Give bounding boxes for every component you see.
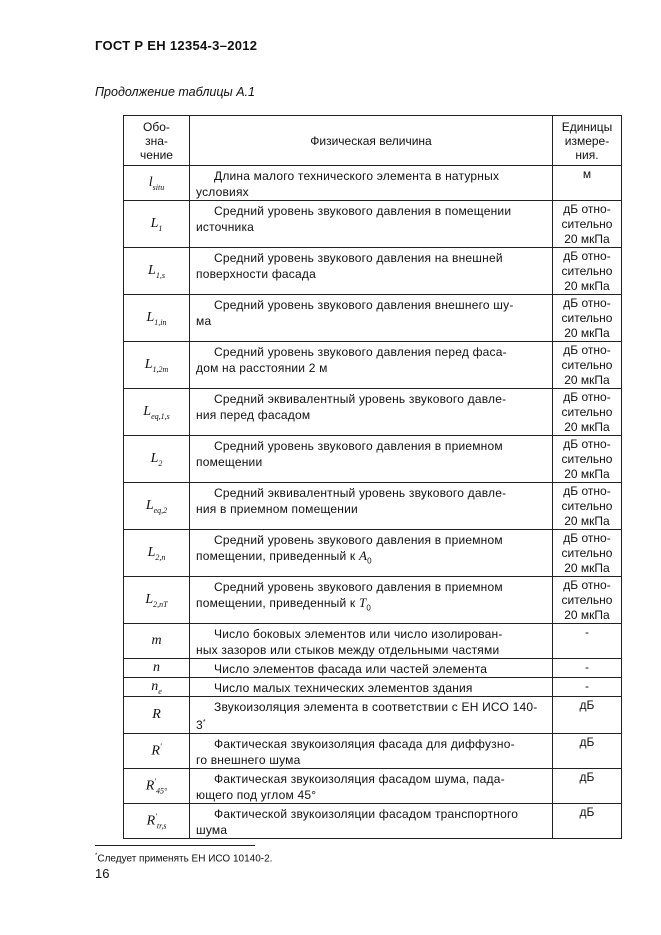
symbol-main: L — [147, 544, 156, 560]
symbol-cell — [124, 678, 190, 697]
table-row — [124, 678, 622, 697]
symbol-main: l — [148, 174, 153, 190]
quantity-text: Длина малого технического элемента в натурных условиях — [196, 169, 500, 199]
symbol-prime: ′ — [159, 742, 162, 752]
header-symbol: Обо- зна- чение — [124, 116, 190, 166]
table-row — [124, 804, 622, 839]
table-row — [124, 248, 622, 295]
table-row — [124, 201, 622, 248]
quantity-text: Число элементов фасада или частей элемента — [214, 662, 488, 676]
quantity-cell — [190, 659, 553, 678]
footnote-marker: * — [95, 853, 98, 859]
symbol-subscript: 2 — [158, 458, 163, 468]
symbol-subscript: 1,2m — [152, 364, 169, 374]
quantity-text: Фактической звукоизоляции фасадом транспортного шума — [196, 807, 519, 837]
symbol-cell — [124, 483, 190, 530]
symbol-subscript: eq,2 — [153, 505, 168, 515]
table-row — [124, 659, 622, 678]
page-number: 16 — [95, 866, 110, 881]
quantity-cell — [190, 624, 553, 659]
quantity-cell — [190, 436, 553, 483]
unit-cell: дБ отно- сительно 20 мкПа — [553, 483, 622, 530]
footnote-text: Следует применять ЕН ИСО 10140-2. — [97, 853, 273, 865]
symbol-main: R — [151, 743, 160, 759]
symbol-subscript: 1,s — [155, 270, 165, 280]
unit-cell: дБ — [553, 697, 622, 734]
quantity-cell — [190, 295, 553, 342]
symbol-main: n — [151, 678, 159, 694]
symbol-cell — [124, 248, 190, 295]
symbol-subscript: 2,n — [155, 552, 166, 562]
table-row — [124, 295, 622, 342]
quantity-cell — [190, 678, 553, 697]
symbol-main: R — [145, 778, 155, 794]
symbol-cell — [124, 804, 190, 839]
symbol-main: m — [151, 633, 162, 648]
unit-cell: - — [553, 624, 622, 659]
footnote-rule — [95, 845, 255, 846]
unit-cell: дБ отно- сительно 20 мкПа — [553, 530, 622, 577]
quantity-text: Средний уровень звукового давления в помещении источника — [196, 204, 512, 234]
symbol-cell — [124, 201, 190, 248]
symbol-main: L — [146, 309, 155, 325]
quantity-text: Средний уровень звукового давления в приемном помещении, приведенный к — [196, 533, 503, 563]
symbol-main: L — [145, 591, 154, 607]
quantity-cell — [190, 530, 553, 577]
quantity-cell — [190, 166, 553, 201]
quantity-cell — [190, 577, 553, 624]
unit-cell: дБ — [553, 734, 622, 769]
symbol-subscript: e — [158, 686, 162, 696]
header-quantity: Физическая величина — [190, 116, 553, 166]
symbol-cell — [124, 624, 190, 659]
symbol-cell — [124, 734, 190, 769]
table-row — [124, 483, 622, 530]
unit-cell: дБ отно- сительно 20 мкПа — [553, 436, 622, 483]
table-row — [124, 734, 622, 769]
symbol-main: L — [150, 215, 159, 231]
symbol-prime: ′ — [155, 811, 157, 821]
symbol-subscript: situ — [152, 182, 165, 192]
quantity-cell — [190, 769, 553, 804]
symbol-subscript: eq,1,s — [151, 411, 170, 421]
symbol-main: n — [153, 660, 160, 675]
unit-cell: дБ отно- сительно 20 мкПа — [553, 201, 622, 248]
symbol-subscript: tr,s — [156, 821, 167, 831]
unit-cell: дБ отно- сительно 20 мкПа — [553, 295, 622, 342]
table-header-row — [124, 116, 622, 166]
symbol-cell — [124, 342, 190, 389]
unit-cell: дБ отно- сительно 20 мкПа — [553, 389, 622, 436]
symbol-cell — [124, 166, 190, 201]
table-row — [124, 436, 622, 483]
symbol-main: L — [143, 403, 152, 419]
table-row — [124, 577, 622, 624]
table-row — [124, 166, 622, 201]
quantity-text: Средний уровень звукового давления перед фаса- дом на расстоянии 2 м — [196, 345, 507, 375]
table-row — [124, 389, 622, 436]
table-row — [124, 769, 622, 804]
quantity-cell — [190, 248, 553, 295]
header-unit: Единицы измере- ния. — [553, 116, 622, 166]
quantity-cell — [190, 734, 553, 769]
inline-symbol-subscript: 0 — [366, 603, 372, 613]
quantity-text: Число боковых элементов или число изолирован- ных зазоров или стыков между отдельными частями — [196, 627, 503, 657]
quantity-text: Фактическая звукоизоляция фасада для диффузно- го внешнего шума — [196, 737, 515, 767]
quantity-cell — [190, 389, 553, 436]
symbol-main: R — [146, 813, 156, 829]
quantity-text: Фактическая звукоизоляция фасадом шума, пада- ющего под углом 45° — [196, 772, 505, 802]
quantity-cell — [190, 697, 553, 734]
symbol-cell — [124, 295, 190, 342]
table-row — [124, 342, 622, 389]
footnote — [95, 853, 272, 864]
symbol-subscript: 1 — [158, 223, 163, 233]
table-row — [124, 624, 622, 659]
unit-cell: - — [553, 659, 622, 678]
quantity-text: Средний эквивалентный уровень звукового давле- ния перед фасадом — [196, 392, 507, 422]
inline-symbol-subscript: 0 — [367, 556, 372, 566]
quantity-text: Средний уровень звукового давления внешнего шу- ма — [196, 298, 514, 328]
symbol-main: R — [152, 707, 161, 722]
quantity-cell — [190, 342, 553, 389]
quantity-text: Средний уровень звукового давления в приемном помещении, приведенный к — [196, 580, 503, 610]
table-caption: Продолжение таблицы А.1 — [95, 85, 255, 99]
quantity-text: Средний уровень звукового давления в приемном помещении — [196, 439, 503, 469]
unit-cell: - — [553, 678, 622, 697]
symbol-subscript: 2,nT — [153, 599, 168, 609]
symbol-main: L — [145, 497, 154, 513]
unit-cell: м — [553, 166, 622, 201]
unit-cell: дБ — [553, 804, 622, 839]
table-row — [124, 697, 622, 734]
symbol-main: L — [148, 262, 156, 278]
quantity-cell — [190, 483, 553, 530]
symbol-cell — [124, 530, 190, 577]
inline-symbol: A — [358, 548, 368, 563]
symbol-main: L — [144, 356, 153, 372]
symbol-cell — [124, 659, 190, 678]
unit-cell: дБ отно- сительно 20 мкПа — [553, 577, 622, 624]
symbol-cell — [124, 769, 190, 804]
symbol-subscript: 1,in — [154, 317, 167, 327]
document-header: ГОСТ Р ЕН 12354-3–2012 — [95, 38, 258, 53]
symbol-cell — [124, 389, 190, 436]
symbol-cell — [124, 436, 190, 483]
symbol-prime: ′ — [154, 776, 157, 786]
inline-symbol: T — [358, 595, 367, 610]
unit-cell: дБ отно- сительно 20 мкПа — [553, 342, 622, 389]
quantity-text: Число малых технических элементов здания — [214, 681, 473, 695]
symbol-cell — [124, 697, 190, 734]
quantity-cell — [190, 201, 553, 248]
quantity-text: Средний эквивалентный уровень звукового давле- ния в приемном помещении — [196, 486, 507, 516]
symbol-subscript: 45° — [156, 786, 168, 796]
footnote-reference: * — [202, 719, 206, 726]
table-row — [124, 530, 622, 577]
unit-cell: дБ — [553, 769, 622, 804]
symbol-main: L — [150, 450, 159, 466]
unit-cell: дБ отно- сительно 20 мкПа — [553, 248, 622, 295]
quantity-text: Звукоизоляция элемента в соответствии с ЕН ИСО 140-3 — [196, 700, 538, 732]
quantity-cell — [190, 804, 553, 839]
quantity-text: Средний уровень звукового давления на внешней поверхности фасада — [196, 251, 503, 281]
symbols-table — [123, 115, 622, 839]
symbol-cell — [124, 577, 190, 624]
